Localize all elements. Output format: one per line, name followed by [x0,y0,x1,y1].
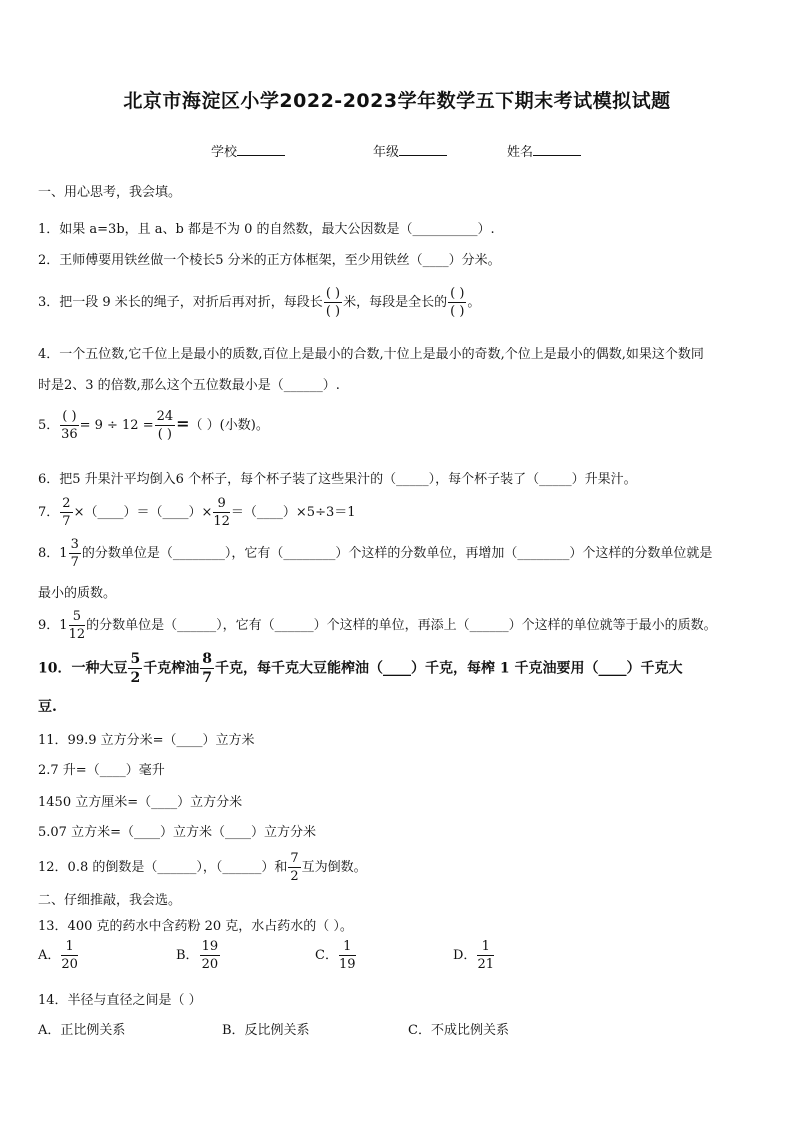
question-7: 7． $\frac{2}{7}$ ×（____）＝（____）× $\frac{9}{12}$ ＝（____）×5÷3＝1 [38,496,356,529]
q14-option-b[interactable]: B．反比例关系 [222,1023,310,1038]
q7-fraction-1: $\frac{2}{7}$ [62,496,71,529]
q3-text-b: 米，每段是全长的 [343,295,448,310]
q8-fraction: $\frac{3}{7}$ [70,537,79,570]
page-title: 北京市海淀区小学2022-2023学年数学五下期末考试模拟试题 [123,90,671,112]
section-1-heading: 一、用心思考，我会填。 [38,185,182,200]
q13-option-a[interactable]: A． $\frac{1}{20}$ [38,939,78,972]
q14-option-c[interactable]: C．不成比例关系 [408,1023,509,1038]
question-10: 10．一种大豆 $\frac{5}{2}$ 千克榨油 $\frac{8}{7}$ 千克，每千克大豆能榨油（____）千克，每榨 1 千克油要用（____）千克大 [38,651,683,686]
question-13-stem: 13．400 克的药水中含药粉 20 克，水占药水的（ ）。 [38,919,353,934]
question-3: 3．把一段 9 米长的绳子，对折后再对折，每段长 $\frac{( )}{( )}$ 米，每段是全长的 $\frac{( )}{( )}$ 。 [38,286,481,319]
school-blank [237,143,285,156]
question-11-line-3: 1450 立方厘米=（____）立方分米 [38,795,243,810]
question-4-line-2: 时是2、3 的倍数,那么这个五位数最小是（______）. [38,378,340,393]
question-12: 12．0.8 的倒数是（______），（______）和 $\frac{7}{2}$ 互为倒数。 [38,851,367,884]
q13-option-b-fraction: $\frac{19}{20}$ [201,939,219,972]
q3-fraction-1: $\frac{( )}{( )}$ [325,286,341,319]
grade-field [373,141,447,160]
q5-fraction-1: $\frac{( )}{36}$ [61,409,78,442]
q13-option-c[interactable]: C． $\frac{1}{19}$ [315,939,356,972]
q9-fraction: $\frac{5}{12}$ [68,609,86,642]
question-14-stem: 14．半径与直径之间是（ ） [38,993,202,1008]
q13-option-c-fraction: $\frac{1}{19}$ [338,939,356,972]
grade-blank [399,143,447,156]
q3-fraction-2: $\frac{( )}{( )}$ [450,286,465,319]
question-6: 6．把5 升果汁平均倒入6 个杯子，每个杯子装了这些果汁的（_____），每个杯子装了（_____）升果汁。 [38,472,637,487]
q13-option-b[interactable]: B． $\frac{19}{20}$ [176,939,219,972]
q10-fraction-2: $\frac{8}{7}$ [202,651,212,686]
q7-fraction-2: $\frac{9}{12}$ [213,496,230,529]
q12-fraction: $\frac{7}{2}$ [290,851,299,884]
question-10-line-2: 豆. [38,699,57,715]
section-2-heading: 二、仔细推敲，我会选。 [38,893,182,908]
q3-text-a: 3．把一段 9 米长的绳子，对折后再对折，每段长 [38,295,323,310]
q13-option-a-fraction: $\frac{1}{20}$ [61,939,78,972]
q13-option-d[interactable]: D． $\frac{1}{21}$ [453,939,494,972]
grade-label: 年级 [373,145,400,160]
question-5: 5． $\frac{( )}{36}$ = 9 ÷ 12 = $\frac{24}{( )}$ =（ ）(小数)。 [38,409,269,442]
q13-option-d-fraction: $\frac{1}{21}$ [477,939,494,972]
question-8-line-2: 最小的质数。 [38,586,117,601]
question-11-line-4: 5.07 立方米=（____）立方米（____）立方分米 [38,825,316,840]
question-4-line-1: 4．一个五位数,它千位上是最小的质数,百位上是最小的合数,十位上是最小的奇数,个位上是最小的偶数,如果这个数同 [38,347,704,362]
question-9: 9．1 $\frac{5}{12}$ 的分数单位是（______），它有（______）个这样的单位，再添上（______）个这样的单位就等于最小的质数。 [38,609,717,642]
q5-fraction-2: $\frac{24}{( )}$ [156,409,174,442]
name-field [507,141,581,160]
question-1: 1．如果 a=3b，且 a、b 都是不为 0 的自然数，最大公因数是（__________）. [38,222,495,237]
question-2: 2．王师傅要用铁丝做一个棱长5 分米的正方体框架，至少用铁丝（____）分米。 [38,253,501,268]
question-8: 8．1 $\frac{3}{7}$ 的分数单位是（________），它有（________）个这样的分数单位，再增加（________）个这样的分数单位就是 [38,537,713,570]
name-blank [533,143,581,156]
school-field [211,141,285,160]
name-label: 姓名 [507,145,534,160]
q14-option-a[interactable]: A．正比例关系 [38,1023,126,1038]
question-11-line-1: 11．99.9 立方分米=（____）立方米 [38,733,255,748]
question-11-line-2: 2.7 升=（____）毫升 [38,763,165,778]
school-label: 学校 [211,145,238,160]
q10-fraction-1: $\frac{5}{2}$ [130,651,141,686]
